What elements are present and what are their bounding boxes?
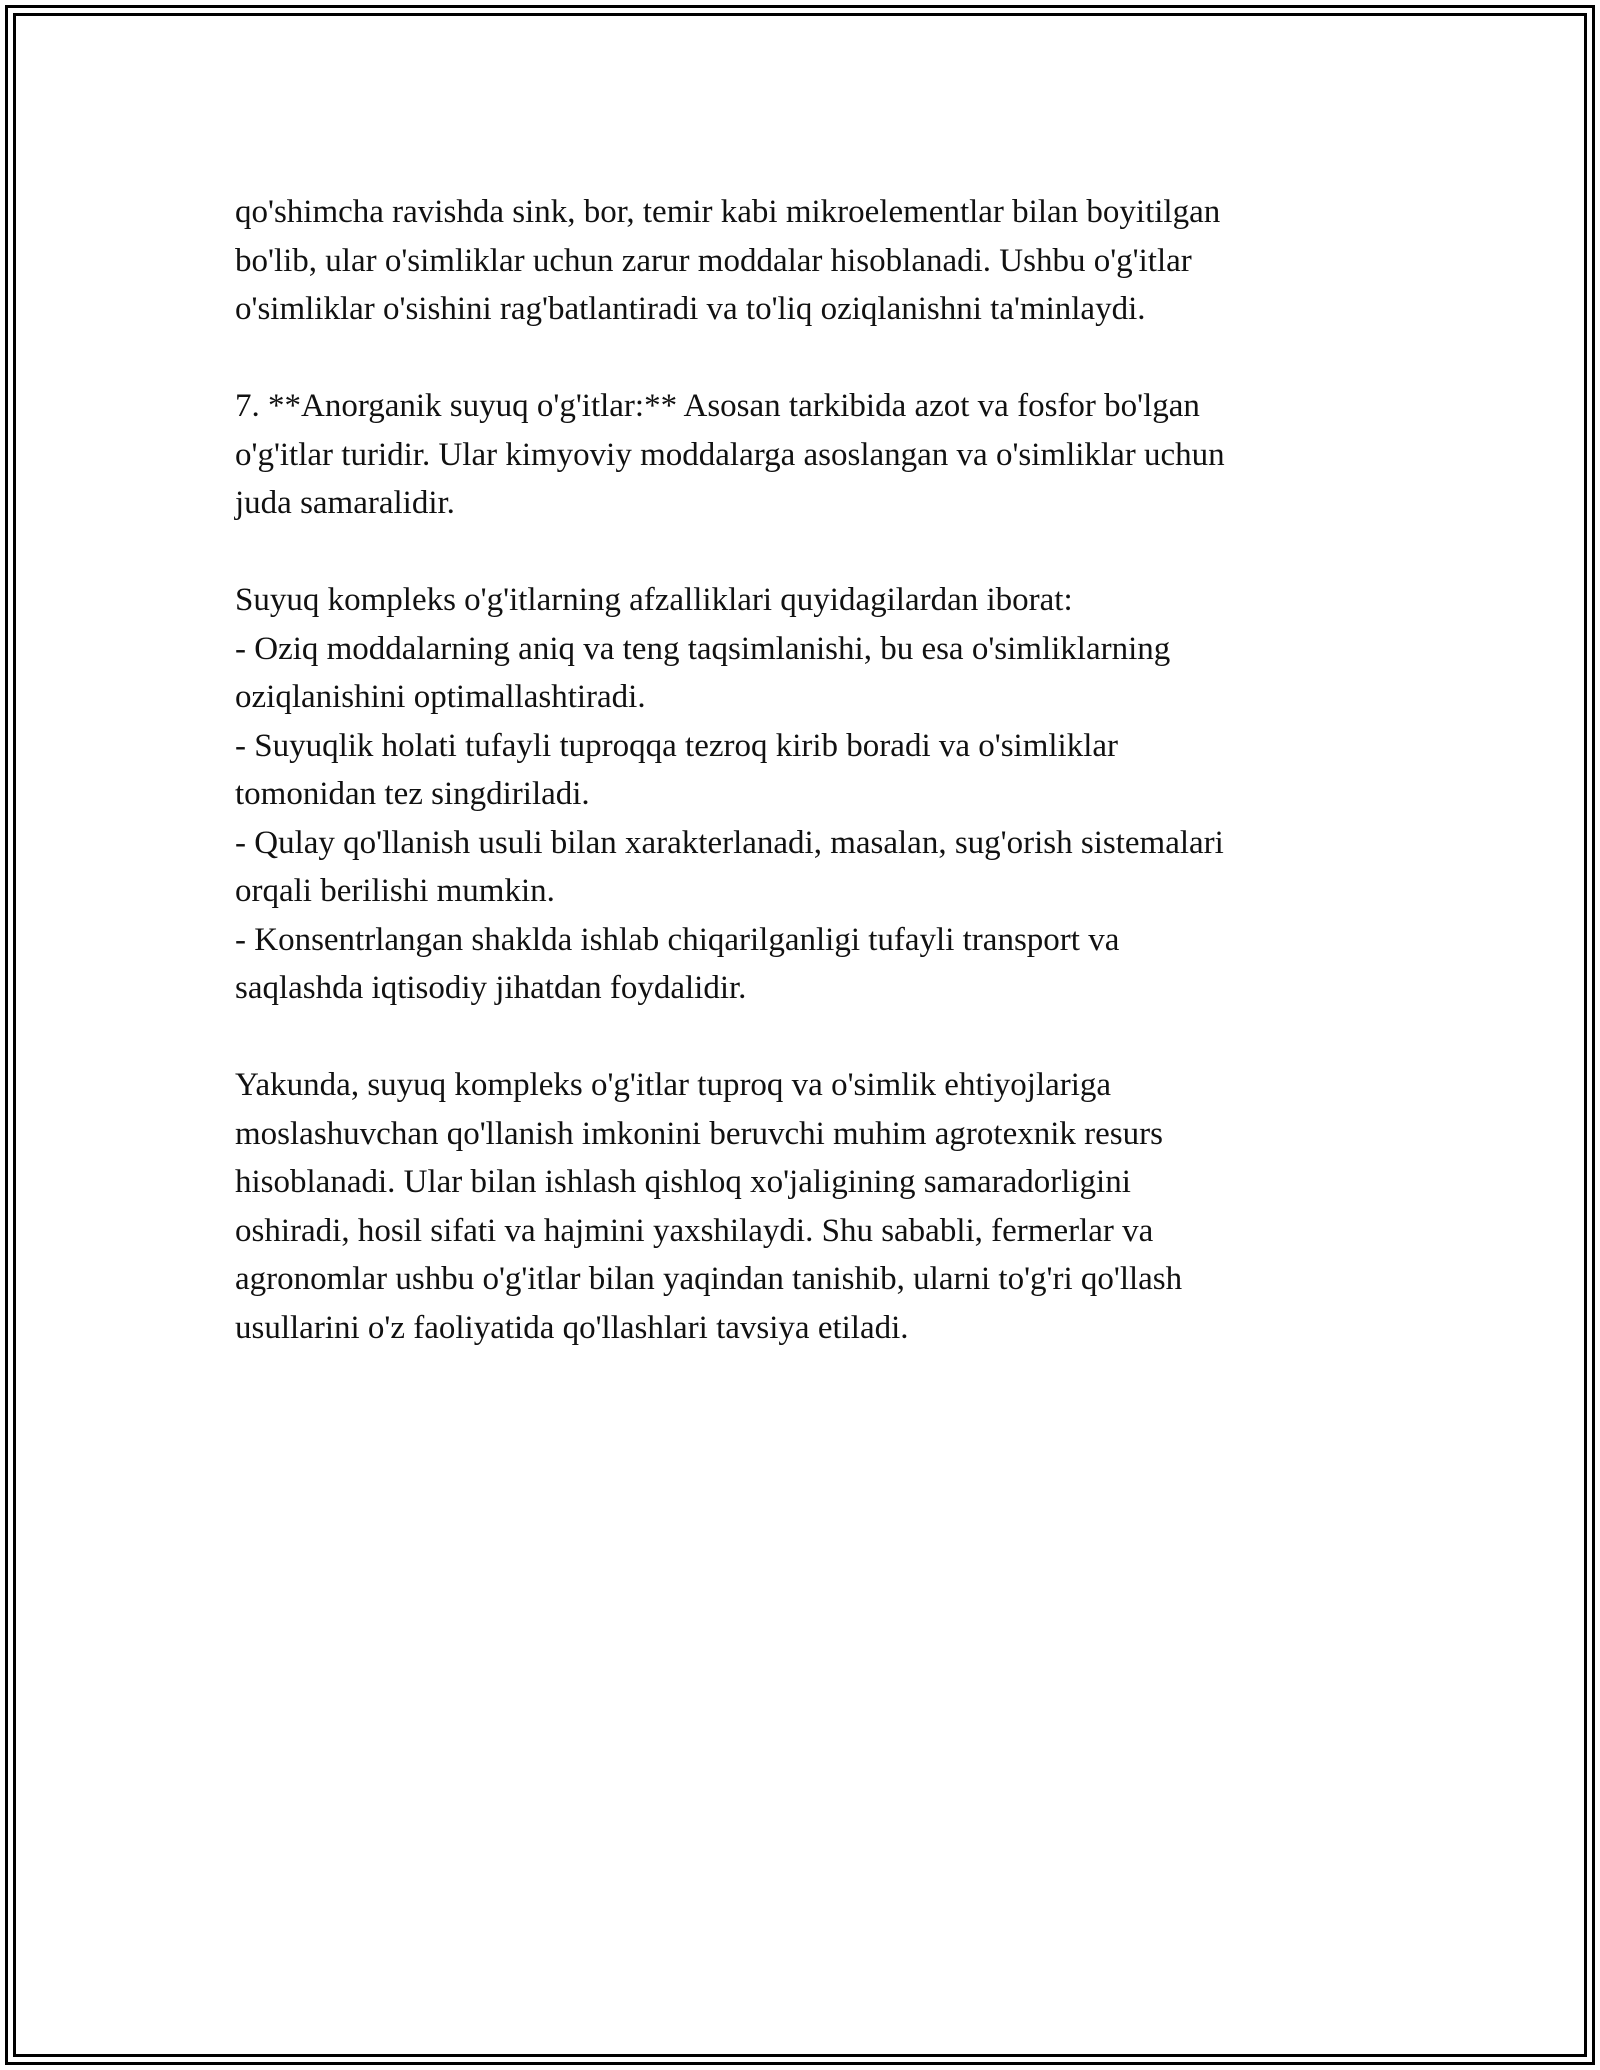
text-line: Yakunda, suyuq kompleks o'g'itlar tuproq va o'simlik ehtiyojlariga [235,1067,1112,1103]
text-line: Suyuq kompleks o'g'itlarning afzalliklari quyidagilardan iborat: [235,582,1073,618]
text-line: orqali berilishi mumkin. [235,873,555,909]
text-line: agronomlar ushbu o'g'itlar bilan yaqindan tanishib, ularni to'g'ri qo'llash [235,1261,1183,1297]
text-line: - Qulay qo'llanish usuli bilan xarakterlanadi, masalan, sug'orish sistemalari [235,824,1224,861]
text-line: tomonidan tez singdiriladi. [235,776,590,812]
paragraph-gap [235,334,1385,383]
paragraph-gap [235,528,1385,577]
item-7-paragraph [235,382,1385,528]
text-line: oziqlanishini optimallashtiradi. [235,679,646,715]
text-line: o'simliklar o'sishini rag'batlantiradi va to'liq oziqlanishni ta'minlaydi. [235,291,1146,327]
conclusion-paragraph [235,1061,1385,1352]
text-line: saqlashda iqtisodiy jihatdan foydalidir. [235,970,747,1006]
text-line: - Konsentrlangan shaklda ishlab chiqarilganligi tufayli transport va [235,921,1120,958]
intro-paragraph [235,188,1385,334]
text-line: bo'lib, ular o'simliklar uchun zarur moddalar hisoblanadi. Ushbu o'g'itlar [235,242,1192,279]
text-line: juda samaralidir. [235,485,455,521]
text-line: 7. **Anorganik suyuq o'g'itlar:** Asosan tarkibida azot va fosfor bo'lgan [235,388,1200,424]
text-line: hisoblanadi. Ular bilan ishlash qishloq xo'jaligining samaradorligini [235,1164,1131,1200]
paragraph-gap [235,1013,1385,1062]
text-line: o'g'itlar turidir. Ular kimyoviy moddalarga asoslangan va o'simliklar uchun [235,436,1225,473]
text-line: - Oziq moddalarning aniq va teng taqsimlanishi, bu esa o'simliklarning [235,630,1171,667]
text-line: - Suyuqlik holati tufayli tuproqqa tezroq kirib boradi va o'simliklar [235,727,1119,764]
text-line: oshiradi, hosil sifati va hajmini yaxshilaydi. Shu sababli, fermerlar va [235,1212,1154,1249]
text-line: qo'shimcha ravishda sink, bor, temir kabi mikroelementlar bilan boyitilgan [235,194,1221,230]
text-line: moslashuvchan qo'llanish imkonini beruvchi muhim agrotexnik resurs [235,1115,1163,1152]
text-line: usullarini o'z faoliyatida qo'llashlari tavsiya etiladi. [235,1309,909,1346]
document-body [235,188,1385,1352]
advantages-paragraph [235,576,1385,1013]
